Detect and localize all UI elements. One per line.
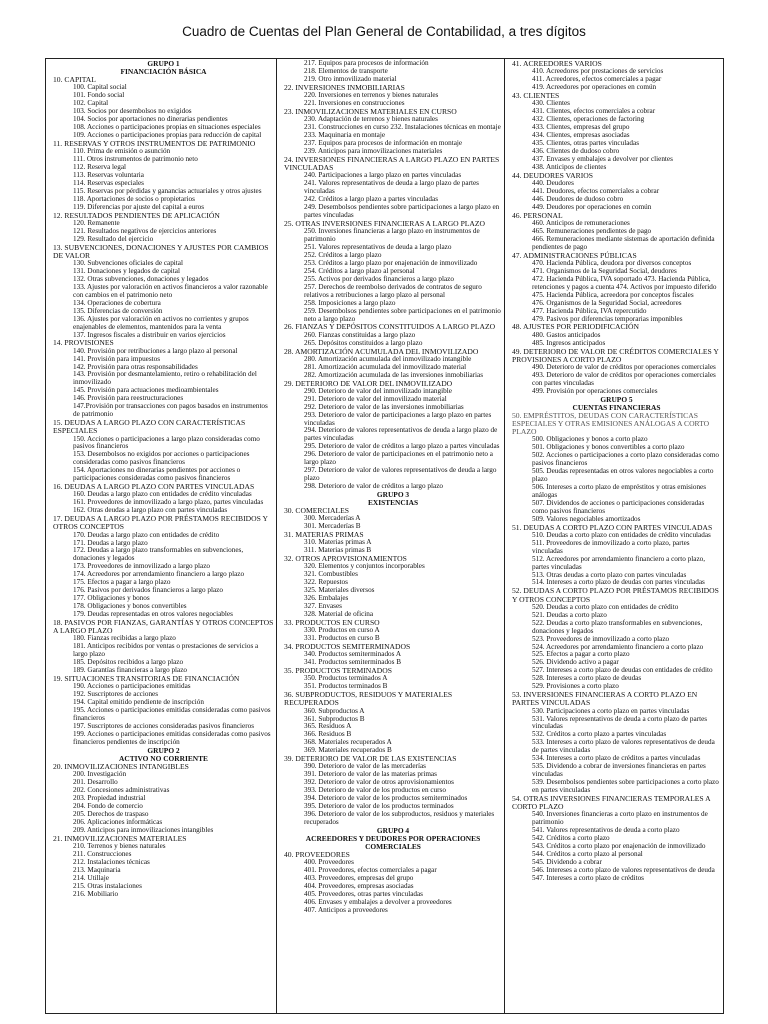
subaccount-line: 327. Envases — [304, 602, 342, 611]
subaccount-line: 512. Acreedores por arrendamiento financiero a corto plazo, partes vinculadas — [532, 554, 706, 571]
subaccount-line: 528. Intereses a corto plazo de deudas — [532, 674, 642, 683]
subaccount-line: 210. Terrenos y bienes naturales — [73, 841, 166, 850]
subaccount-line: 154. Aportaciones no dinerarias pendientes por acciones o participaciones consideradas como pasivos financieros — [73, 466, 241, 483]
subaccount-line: 485. Ingresos anticipados — [532, 338, 606, 347]
subaccount-line: 185. Depósitos recibidos a largo plazo — [73, 658, 184, 667]
group-heading: GRUPO 4 — [376, 826, 410, 836]
subaccount-line: 501. Obligaciones y bonos convertibles a corto plazo — [532, 443, 685, 452]
account-heading: 51. DEUDAS A CORTO PLAZO CON PARTES VINCULADAS — [512, 522, 713, 532]
subaccount-line: 113. Reservas voluntaria — [73, 170, 144, 179]
subaccount-line: 111. Otros instrumentos de patrimonio neto — [73, 154, 198, 163]
subaccount-line: 130. Subvenciones oficiales de capital — [73, 258, 183, 267]
account-heading: 49. DETERIORO DE VALOR DE CRÉDITOS COMERCIALES Y PROVISIONES A CORTO PLAZO — [512, 346, 719, 364]
subaccount-line: 300. Mercaderías A — [304, 514, 361, 523]
subaccount-line: 179. Deudas representadas en otros valores negociables — [73, 610, 233, 619]
subaccount-line: 419. Acreedores por operaciones en común — [532, 83, 657, 92]
subaccount-line: 460. Anticipos de remuneraciones — [532, 218, 630, 227]
subaccount-line: 407. Anticipos a proveedores — [304, 905, 388, 914]
subaccount-line: 392. Deterioro de valor de otros aprovisionamientos — [304, 778, 454, 787]
subaccount-line: 178. Obligaciones y bonos convertibles — [73, 602, 187, 611]
subaccount-line: 217. Equipos para procesos de información — [304, 59, 429, 67]
subaccount-line: 369. Materiales recuperados B — [304, 746, 392, 755]
subaccount-line: 209. Anticipos para inmovilizaciones intangibles — [73, 825, 214, 834]
group-heading: ACREEDORES Y DEUDORES POR OPERACIONES COMERCIALES — [305, 834, 481, 852]
subaccount-line: 532. Créditos a corto plazo a partes vinculadas — [532, 730, 667, 739]
group-heading: ACTIVO NO CORRIENTE — [119, 753, 208, 763]
subaccount-line: 534. Intereses a corto plazo de créditos a partes vinculadas — [532, 754, 701, 763]
subaccount-line: 437. Envases y embalajes a devolver por clientes — [532, 154, 673, 163]
account-heading: 12. RESULTADOS PENDIENTES DE APLICACIÓN — [53, 210, 220, 220]
subaccount-line: 490. Deterioro de valor de créditos por operaciones comerciales — [532, 362, 716, 371]
subaccount-line: 533. Intereses a corto plazo de valores representativos de deuda de partes vinculadas — [532, 738, 715, 755]
subaccount-line: 282. Amortización acumulada de las inversiones inmobiliarias — [304, 370, 484, 379]
subaccount-line: 310. Materias primas A — [304, 538, 372, 547]
subaccount-line: 509. Valores negociables amortizados — [532, 514, 641, 523]
subaccount-line: 192. Suscriptores de acciones — [73, 690, 159, 699]
subaccount-line: 290. Deterioro de valor del inmovilizado intangible — [304, 386, 452, 395]
subaccount-line: 350. Productos terminados A — [304, 674, 388, 683]
account-heading: 19. SITUACIONES TRANSITORIAS DE FINANCIACIÓN — [53, 674, 240, 684]
subaccount-line: 181. Anticipos recibidos por ventas o prestaciones de servicios a largo plazo — [73, 642, 259, 659]
subaccount-line: 141. Provisión para impuestos — [73, 354, 161, 363]
column-2 — [276, 59, 504, 1013]
subaccount-line: 177. Obligaciones y bonos — [73, 594, 150, 603]
subaccount-line: 197. Suscriptores de acciones consideradas pasivos financieros — [73, 722, 255, 731]
subaccount-line: 435. Clientes, otras partes vinculadas — [532, 138, 639, 147]
subaccount-line: 291. Deterioro de valor del inmovilizado material — [304, 394, 447, 403]
subaccount-line: 110. Prima de emisión o asunción — [73, 146, 171, 155]
subaccount-line: 325. Materiales diversos — [304, 586, 375, 595]
subaccount-line: 173. Proveedores de inmovilizado a largo plazo — [73, 562, 210, 571]
subaccount-line: 250. Inversiones financieras a largo plazo en instrumentos de patrimonio — [304, 227, 480, 243]
subaccount-line: 541. Valores representativos de deuda a corto plazo — [532, 826, 680, 835]
group-heading: GRUPO 3 — [376, 490, 410, 500]
subaccount-line: 493. Deterioro de valor de créditos por operaciones comerciales con partes vinculadas — [532, 370, 716, 387]
subaccount-line: 140. Provisión por retribuciones a largo plazo al personal — [73, 346, 238, 355]
subaccount-line: 281. Amortización acumulada del inmovilizado material — [304, 362, 467, 371]
group-heading: CUENTAS FINANCIERAS — [572, 402, 661, 412]
subaccount-line: 249. Desembolsos pendientes sobre participaciones a largo plazo en partes vinculadas — [304, 202, 500, 219]
subaccount-line: 502. Acciones o participaciones a corto plazo consideradas como pasivos financieros — [532, 451, 720, 467]
subaccount-line: 295. Deterioro de valor de créditos a largo plazo a partes vinculadas — [304, 442, 500, 451]
subaccount-line: 527. Intereses a corto plazo de deudas con entidades de crédito — [532, 666, 713, 675]
account-heading: 23. INMOVILIZACIONES MATERIALES EN CURSO — [284, 106, 457, 116]
subaccount-line: 395. Deterioro de valor de los productos terminados — [304, 802, 454, 811]
subaccount-line: 440. Deudores — [532, 178, 574, 187]
subaccount-line: 523. Proveedores de inmovilizado a corto plazo — [532, 634, 670, 643]
subaccount-line: 499. Provisión por operaciones comerciales — [532, 386, 658, 395]
account-heading: 17. DEUDAS A LARGO PLAZO POR PRÉSTAMOS RECIBIDOS Y OTROS CONCEPTOS — [53, 514, 268, 532]
subaccount-line: 135. Diferencias de conversión — [73, 306, 163, 315]
subaccount-line: 544. Créditos a corto plazo al personal — [532, 850, 643, 859]
subaccount-line: 146. Provisión para reestructuraciones — [73, 394, 184, 403]
account-heading: 28. AMORTIZACIÓN ACUMULADA DEL INMOVILIZADO — [284, 346, 479, 356]
subaccount-line: 108. Acciones o participaciones propias en situaciones especiales — [73, 122, 261, 131]
subaccount-line: 119. Diferencias por ajuste del capital a euros — [73, 202, 205, 211]
subaccount-line: 216. Mobiliario — [73, 889, 119, 898]
subaccount-line: 432. Clientes, operaciones de factoring — [532, 115, 645, 124]
account-heading: 24. INVERSIONES FINANCIERAS A LARGO PLAZO EN PARTES VINCULADAS — [284, 154, 500, 172]
subaccount-line: 241. Valores representativos de deuda a largo plazo de partes vinculadas — [304, 179, 479, 196]
subaccount-line: 475. Hacienda Pública, acreedora por conceptos fiscales — [532, 290, 694, 299]
subaccount-line: 311. Materias primas B — [304, 546, 372, 555]
subaccount-line: 511. Proveedores de inmovilizado a corto plazo, partes vinculadas — [532, 538, 690, 555]
subaccount-line: 466. Remuneraciones mediante sistemas de aportación definida pendientes de pago — [532, 234, 715, 251]
subaccount-line: 242. Créditos a largo plazo a partes vinculadas — [304, 195, 438, 204]
subaccount-line: 465. Remuneraciones pendientes de pago — [532, 226, 652, 235]
subaccount-line: 129. Resultado del ejercicio — [73, 234, 154, 243]
subaccount-line: 326. Embalajes — [304, 594, 349, 603]
subaccount-line: 540. Inversiones financieras a corto plazo en instrumentos de patrimonio — [532, 810, 708, 827]
subaccount-line: 132. Otras subvenciones, donaciones y legados — [73, 274, 209, 283]
subaccount-line: 104. Socios por aportaciones no dinerarias pendientes — [73, 114, 228, 123]
subaccount-line: 472. Hacienda Pública, IVA soportado 473. Hacienda Pública, retenciones y pagos a cuenta 474. Activos por impuesto diferido — [532, 274, 717, 291]
subaccount-line: 121. Resultados negativos de ejercicios anteriores — [73, 226, 217, 235]
account-heading: 22. INVERSIONES INMOBILIARIAS — [284, 82, 405, 92]
subaccount-line: 221. Inversiones en construcciones — [304, 98, 405, 107]
subaccount-line: 115. Reservas por pérdidas y ganancias actuariales y otros ajustes — [73, 186, 262, 195]
subaccount-line: 520. Deudas a corto plazo con entidades de crédito — [532, 602, 679, 611]
group-heading: EXISTENCIAS — [367, 498, 419, 508]
subaccount-line: 215. Otras instalaciones — [73, 881, 142, 890]
account-heading: 41. ACREEDORES VARIOS — [512, 59, 602, 68]
subaccount-line: 330. Productos en curso A — [304, 626, 380, 635]
subaccount-line: 400. Proveedores — [304, 858, 354, 867]
subaccount-line: 545. Dividendo a cobrar — [532, 858, 602, 867]
account-heading: 47. ADMINISTRACIONES PÚBLICAS — [512, 250, 637, 260]
account-heading: 50. EMPRÉSTITOS, DEUDAS CON CARACTERÍSTICAS ESPECIALES Y OTRAS EMISIONES ANÁLOGAS A CORTO PLAZO — [512, 410, 710, 436]
subaccount-line: 525. Efectos a pagar a corto plazo — [532, 650, 630, 659]
subaccount-line: 160. Deudas a largo plazo con entidades de crédito vinculadas — [73, 490, 252, 499]
subaccount-line: 368. Materiales recuperados A — [304, 738, 392, 747]
subaccount-line: 477. Hacienda Pública, IVA repercutido — [532, 306, 647, 315]
column-1 — [46, 59, 276, 1013]
account-heading: 34. PRODUCTOS SEMITERMINADOS — [284, 642, 411, 652]
subaccount-line: 199. Acciones o participaciones emitidas consideradas como pasivos financieros pendientes de inscripción — [73, 730, 271, 746]
subaccount-line: 543. Créditos a corto plazo por enajenación de inmovilizado — [532, 842, 706, 851]
subaccount-line: 366. Residuos B — [304, 730, 352, 739]
account-heading: 18. PASIVOS POR FIANZAS, GARANTÍAS Y OTROS CONCEPTOS A LARGO PLAZO — [53, 618, 274, 636]
subaccount-line: 411. Acreedores, efectos comerciales a pagar — [532, 75, 662, 84]
account-heading: 39. DETERIORO DE VALOR DE LAS EXISTENCIAS — [284, 754, 457, 764]
subaccount-line: 136. Ajustes por valoración en activos no corrientes y grupos enajenables de elementos, mantenidos para la venta — [73, 314, 249, 331]
subaccount-line: 449. Deudores por operaciones en común — [532, 202, 652, 211]
subaccount-line: 521. Deudas a corto plazo — [532, 610, 607, 619]
subaccount-line: 471. Organismos de la Seguridad Social, deudores — [532, 266, 677, 275]
account-heading: 54. OTRAS INVERSIONES FINANCIERAS TEMPORALES A CORTO PLAZO — [512, 794, 711, 812]
subaccount-line: 524. Acreedores por arrendamiento financiero a corto plazo — [532, 642, 704, 651]
subaccount-line: 433. Clientes, empresas del grupo — [532, 123, 630, 132]
subaccount-line: 189. Garantías financieras a largo plazo — [73, 666, 188, 675]
account-heading: 14. PROVISIONES — [53, 338, 114, 348]
subaccount-line: 298. Deterioro de valor de créditos a largo plazo — [304, 482, 443, 491]
account-heading: 21. INMOVILIZACIONES MATERIALES — [53, 833, 187, 843]
account-heading: 32. OTROS APROVISIONAMIENTOS — [284, 554, 407, 564]
subaccount-line: 547. Intereses a corto plazo de créditos — [532, 873, 644, 882]
subaccount-line: 328. Material de oficina — [304, 610, 374, 619]
account-heading: 46. PERSONAL — [512, 210, 563, 220]
subaccount-line: 204. Fondo de comercio — [73, 801, 143, 810]
subaccount-line: 438. Anticipos de clientes — [532, 162, 607, 171]
subaccount-line: 233. Maquinaria en montaje — [304, 130, 386, 139]
subaccount-line: 403. Proveedores, empresas del grupo — [304, 874, 414, 883]
group-heading: GRUPO 2 — [147, 745, 180, 755]
subaccount-line: 172. Deudas a largo plazo transformables en subvenciones, donaciones y legados — [73, 546, 244, 563]
account-heading: 36. SUBPRODUCTOS, RESIDUOS Y MATERIALES RECUPERADOS — [284, 690, 453, 708]
subaccount-line: 476. Organismos de la Seguridad Social, acreedores — [532, 298, 682, 307]
subaccount-line: 100. Capital social — [73, 83, 127, 92]
subaccount-line: 396. Deterioro de valor de los subproductos, residuos y materiales recuperados — [304, 810, 495, 827]
subaccount-line: 292. Deterioro de valor de las inversiones inmobiliarias — [304, 402, 464, 411]
account-heading: 29. DETERIORO DE VALOR DEL INMOVILIZADO — [284, 378, 453, 388]
subaccount-line: 259. Desembolsos pendientes sobre participaciones en el patrimonio neto a largo plazo — [304, 306, 501, 323]
subaccount-line: 436. Clientes de dudoso cobro — [532, 146, 620, 155]
subaccount-line: 239. Anticipos para inmovilizaciones materiales — [304, 146, 443, 155]
subaccount-line: 240. Participaciones a largo plazo en partes vinculadas — [304, 171, 462, 180]
subaccount-line: 293. Deterioro de valor de participaciones a largo plazo en partes vinculadas — [304, 410, 492, 427]
subaccount-line: 175. Efectos a pagar a largo plazo — [73, 578, 171, 587]
account-heading: 31. MATERIAS PRIMAS — [284, 530, 364, 540]
subaccount-line: 103. Socios por desembolsos no exigidos — [73, 107, 192, 116]
subaccount-line: 101. Fondo social — [73, 91, 125, 100]
subaccount-line: 201. Desarrollo — [73, 778, 118, 787]
subaccount-line: 405. Proveedores, otras partes vinculadas — [304, 890, 423, 899]
subaccount-line: 143. Provisión por desmantelamiento, retiro o rehabilitación del inmovilizado — [73, 370, 257, 387]
subaccount-line: 280. Amortización acumulada del inmovilizado intangible — [304, 354, 472, 363]
subaccount-line: 118. Aportaciones de socios o propietarios — [73, 194, 195, 203]
subaccount-line: 162. Otras deudas a largo plazo con partes vinculadas — [73, 506, 228, 515]
subaccount-line: 145. Provisión para actuaciones medioambientales — [73, 386, 219, 395]
subaccount-line: 546. Intereses a corto plazo de valores representativos de deuda — [532, 866, 715, 875]
subaccount-line: 479. Pasivos por diferencias temporarias imponibles — [532, 314, 683, 323]
subaccount-line: 351. Productos terminados B — [304, 682, 388, 691]
column-3 — [504, 59, 723, 1013]
account-heading: 44. DEUDORES VARIOS — [512, 170, 593, 180]
subaccount-line: 480. Gastos anticipados — [532, 330, 601, 339]
subaccount-line: 109. Acciones o participaciones propias para reducción de capital — [73, 130, 262, 139]
subaccount-line: 393. Deterioro de valor de los productos en curso — [304, 786, 446, 795]
subaccount-line: 212. Instalaciones técnicas — [73, 857, 150, 866]
subaccount-line: 529. Provisiones a corto plazo — [532, 682, 619, 691]
subaccount-line: 112. Reserva legal — [73, 162, 127, 171]
account-heading: 20. INMOVILIZACIONES INTANGIBLES — [53, 761, 189, 771]
account-heading: 43. CLIENTES — [512, 91, 560, 101]
subaccount-line: 147.Provisión por transacciones con pagos basados en instrumentos de patrimonio — [73, 402, 268, 419]
subaccount-line: 505. Deudas representadas en otros valores negociables a corto plazo — [532, 466, 714, 483]
subaccount-line: 190. Acciones o participaciones emitidas — [73, 682, 191, 691]
subaccount-line: 361. Subproductos B — [304, 714, 365, 723]
account-heading: 15. DEUDAS A LARGO PLAZO CON CARACTERÍSTICAS ESPECIALES — [53, 418, 246, 436]
subaccount-line: 211. Construcciones — [73, 849, 132, 858]
subaccount-line: 120. Remanente — [73, 218, 120, 227]
subaccount-line: 205. Derechos de traspaso — [73, 809, 149, 818]
account-heading: 48. AJUSTES POR PERIODIFICACIÓN — [512, 322, 640, 332]
subaccount-line: 434. Clientes, empresas asociadas — [532, 130, 630, 139]
subaccount-line: 134. Operaciones de cobertura — [73, 298, 161, 307]
subaccount-line: 301. Mercaderías B — [304, 522, 361, 531]
subaccount-line: 296. Deterioro de valor de participaciones en el patrimonio neto a largo plazo — [304, 450, 494, 467]
account-heading: 26. FIANZAS Y DEPÓSITOS CONSTITUIDOS A LARGO PLAZO — [284, 322, 496, 332]
subaccount-line: 513. Otras deudas a corto plazo con partes vinculadas — [532, 570, 687, 579]
subaccount-line: 260. Fianzas constituidas a largo plazo — [304, 330, 416, 339]
subaccount-line: 176. Pasivos por derivados financieros a largo plazo — [73, 586, 223, 595]
subaccount-line: 394. Deterioro de valor de los productos semiterminados — [304, 794, 468, 803]
group-heading: FINANCIACIÓN BÁSICA — [120, 67, 207, 76]
subaccount-line: 294. Deterioro de valores representativos de deuda a largo plazo de partes vinculadas — [304, 426, 498, 443]
subaccount-line: 340. Productos semiterminados A — [304, 650, 402, 659]
subaccount-line: 390. Deterioro de valor de las mercaderías — [304, 762, 426, 771]
subaccount-line: 142. Provisión para otras responsabilidades — [73, 362, 198, 371]
subaccount-line: 255. Activos por derivados financieros a largo plazo — [304, 274, 454, 283]
subaccount-line: 320. Elementos y conjuntos incorporables — [304, 562, 425, 571]
subaccount-line: 391. Deterioro de valor de las materias primas — [304, 770, 437, 779]
subaccount-line: 322. Repuestos — [304, 578, 348, 587]
subaccount-line: 150. Acciones o participaciones a largo plazo consideradas como pasivos financieros — [73, 434, 260, 451]
account-heading: 52. DEUDAS A CORTO PLAZO POR PRÉSTAMOS RECIBIDOS Y OTROS CONCEPTOS — [512, 586, 719, 604]
subaccount-line: 213. Maquinaria — [73, 865, 121, 874]
subaccount-line: 137. Ingresos fiscales a distribuir en varios ejercicios — [73, 330, 226, 339]
subaccount-line: 542. Créditos a corto plazo — [532, 834, 610, 843]
group-heading: GRUPO 5 — [600, 394, 633, 404]
account-heading: 53. INVERSIONES FINANCIERAS A CORTO PLAZO EN PARTES VINCULADAS — [512, 690, 698, 708]
account-heading: 13. SUBVENCIONES, DONACIONES Y AJUSTES POR CAMBIOS DE VALOR — [53, 242, 269, 260]
subaccount-line: 219. Otro inmovilizado material — [304, 74, 397, 83]
account-heading: 35. PRODUCTOS TERMINADOS — [284, 666, 392, 676]
subaccount-line: 500. Obligaciones y bonos a corto plazo — [532, 435, 648, 444]
subaccount-line: 161. Proveedores de inmovilizado a largo plazo, partes vinculadas — [73, 498, 264, 507]
subaccount-line: 237. Equipos para procesos de información en montaje — [304, 138, 463, 147]
account-heading: 33. PRODUCTOS EN CURSO — [284, 618, 380, 628]
subaccount-line: 180. Fianzas recibidas a largo plazo — [73, 634, 176, 643]
subaccount-line: 526. Dividendo activo a pagar — [532, 658, 619, 667]
accounts-table — [45, 58, 724, 1014]
subaccount-line: 202. Concesiones administrativas — [73, 785, 170, 794]
subaccount-line: 170. Deudas a largo plazo con entidades de crédito — [73, 530, 220, 539]
subaccount-line: 254. Créditos a largo plazo al personal — [304, 266, 415, 275]
subaccount-line: 406. Envases y embalajes a devolver a proveedores — [304, 897, 452, 906]
subaccount-line: 231. Construcciones en curso 232. Instalaciones técnicas en montaje — [304, 123, 501, 132]
subaccount-line: 404. Proveedores, empresas asociadas — [304, 882, 414, 891]
page-title: Cuadro de Cuentas del Plan General de Contabilidad, a tres dígitos — [182, 24, 586, 39]
group-heading: GRUPO 1 — [147, 59, 180, 68]
subaccount-line: 470. Hacienda Pública, deudora por diversos conceptos — [532, 258, 692, 267]
subaccount-line: 251. Valores representativos de deuda a largo plazo — [304, 242, 452, 251]
subaccount-line: 171. Deudas a largo plazo — [73, 538, 148, 547]
subaccount-line: 321. Combustibles — [304, 570, 358, 579]
subaccount-line: 174. Acreedores por arrendamiento financiero a largo plazo — [73, 570, 245, 579]
account-heading: 16. DEUDAS A LARGO PLAZO CON PARTES VINCULADAS — [53, 482, 255, 492]
subaccount-line: 206. Aplicaciones informáticas — [73, 817, 163, 826]
subaccount-line: 133. Ajustes por valoración en activos financieros a valor razonable con cambios en el patrimonio neto — [73, 282, 268, 299]
subaccount-line: 441. Deudores, efectos comerciales a cobrar — [532, 186, 660, 195]
subaccount-line: 253. Créditos a largo plazo por enajenación de inmovilizado — [304, 258, 478, 267]
subaccount-line: 220. Inversiones en terrenos y bienes naturales — [304, 91, 439, 100]
subaccount-line: 131. Donaciones y legados de capital — [73, 266, 180, 275]
subaccount-line: 258. Imposiciones a largo plazo — [304, 298, 396, 307]
subaccount-line: 341. Productos semiterminados B — [304, 658, 402, 667]
subaccount-line: 195. Acciones o participaciones emitidas consideradas como pasivos financieros — [73, 706, 271, 723]
subaccount-line: 114. Reservas especiales — [73, 178, 144, 187]
subaccount-line: 102. Capital — [73, 99, 109, 108]
account-heading: 40. PROVEEDORES — [284, 850, 350, 860]
account-heading: 11. RESERVAS Y OTROS INSTRUMENTOS DE PATRIMONIO — [53, 138, 256, 148]
subaccount-line: 331. Productos en curso B — [304, 634, 380, 643]
subaccount-line: 431. Clientes, efectos comerciales a cobrar — [532, 107, 656, 116]
subaccount-line: 401. Proveedores, efectos comerciales a pagar — [304, 866, 437, 875]
subaccount-line: 194. Capital emitido pendiente de inscripción — [73, 698, 204, 707]
subaccount-line: 539. Desembolsos pendientes sobre participaciones a corto plazo en partes vinculadas — [532, 778, 719, 795]
subaccount-line: 530. Participaciones a corto plazo en partes vinculadas — [532, 706, 690, 715]
subaccount-line: 360. Subproductos A — [304, 706, 365, 715]
subaccount-line: 531. Valores representativos de deuda a corto plazo de partes vinculadas — [532, 714, 708, 731]
subaccount-line: 214. Utillaje — [73, 873, 109, 882]
subaccount-line: 265. Depósitos constituidos a largo plazo — [304, 338, 423, 347]
subaccount-line: 410. Acreedores por prestaciones de servicios — [532, 67, 664, 76]
subaccount-line: 507. Dividendos de acciones o participaciones consideradas como pasivos financieros — [532, 498, 705, 515]
subaccount-line: 510. Deudas a corto plazo con entidades de crédito vinculadas — [532, 530, 711, 539]
subaccount-line: 522. Deudas a corto plazo transformables en subvenciones, donaciones y legados — [532, 618, 703, 635]
subaccount-line: 218. Elementos de transporte — [304, 66, 388, 75]
subaccount-line: 297. Deterioro de valor de valores representativos de deuda a largo plazo — [304, 466, 497, 483]
account-heading: 10. CAPITAL — [53, 75, 96, 84]
subaccount-line: 514. Intereses a corto plazo de deudas con partes vinculadas — [532, 578, 705, 587]
subaccount-line: 203. Propiedad industrial — [73, 793, 146, 802]
subaccount-line: 446. Deudores de dudoso cobro — [532, 194, 624, 203]
subaccount-line: 535. Dividendo a cobrar de inversiones financieras en partes vinculadas — [532, 762, 706, 779]
account-heading: 30. COMERCIALES — [284, 506, 349, 516]
account-heading: 25. OTRAS INVERSIONES FINANCIERAS A LARGO PLAZO — [284, 218, 486, 228]
subaccount-line: 200. Investigación — [73, 770, 127, 779]
subaccount-line: 365. Residuos A — [304, 722, 352, 731]
subaccount-line: 153. Desembolsos no exigidos por acciones o participaciones consideradas como pasivos financieros — [73, 450, 250, 467]
subaccount-line: 430. Clientes — [532, 99, 570, 108]
subaccount-line: 230. Adaptación de terrenos y bienes naturales — [304, 115, 438, 124]
subaccount-line: 506. Intereses a corto plazo de empréstitos y otras emisiones análogas — [532, 482, 707, 499]
subaccount-line: 252. Créditos a largo plazo — [304, 250, 382, 259]
subaccount-line: 257. Derechos de reembolso derivados de contratos de seguro relativos a retribuciones a largo plazo al personal — [304, 282, 482, 299]
